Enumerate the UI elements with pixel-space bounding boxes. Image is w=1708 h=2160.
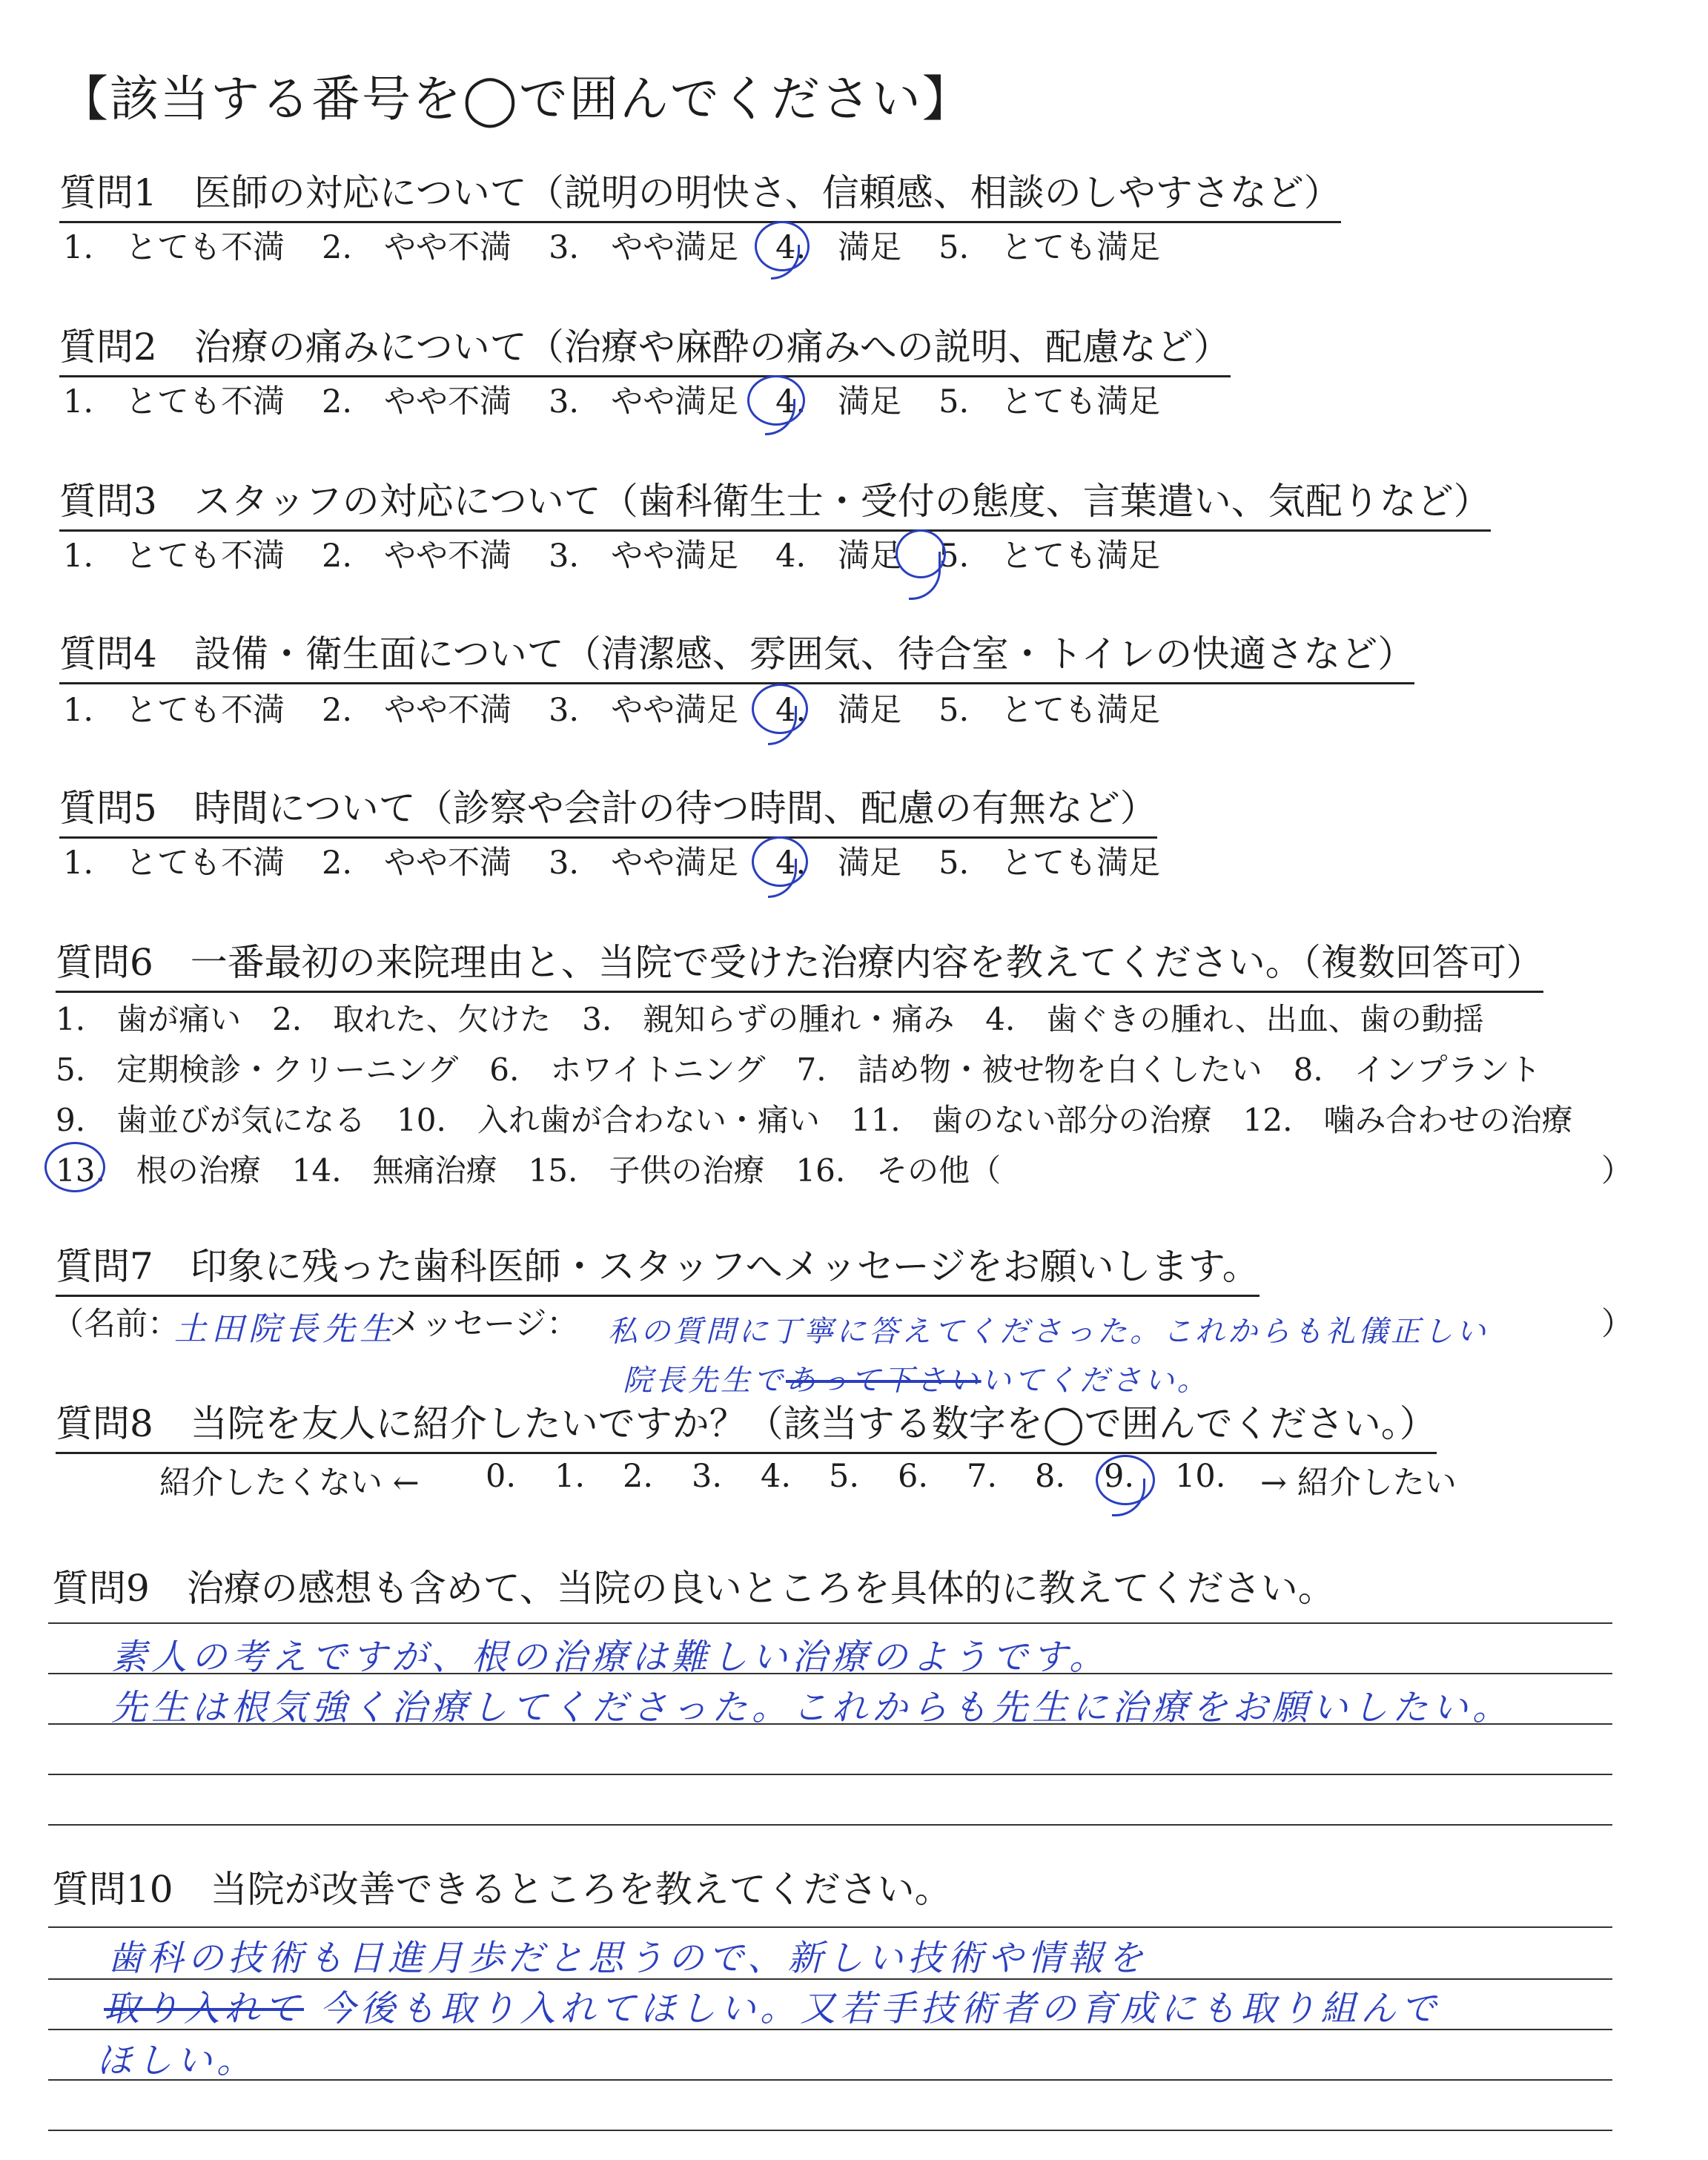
q7-message-line-2-end: いてください。 — [981, 1364, 1210, 1398]
q10-answer-line-2-text: 今後も取り入れてほしい。又若手技術者の育成にも取り組んで — [320, 1988, 1441, 2029]
q10-title: 質問10 当院が改善できるところを教えてください。 — [52, 1868, 952, 1911]
q8-num-10[interactable]: 10. — [1175, 1458, 1226, 1495]
q1-option-2[interactable]: 2. やや不満 — [322, 229, 512, 266]
page-heading: 【該当する番号を◯で囲んでください】 — [59, 70, 973, 128]
q10-rule-1 — [48, 1926, 1612, 1928]
q1-title: 質問1 医師の対応について（説明の明快さ、信頼感、相談のしやすさなど） — [59, 163, 1341, 223]
q4-option-1[interactable]: 1. とても不満 — [63, 692, 285, 729]
q5-option-5[interactable]: 5. とても満足 — [939, 845, 1161, 882]
q8-title: 質問8 当院を友人に紹介したいですか？（該当する数字を◯で囲んでください。） — [56, 1394, 1437, 1454]
q6-title: 質問6 一番最初の来院理由と、当院で受けた治療内容を教えてください。（複数回答可） — [56, 933, 1543, 993]
q8-circle-tail — [1112, 1479, 1145, 1516]
q3-circle-tail — [909, 552, 941, 600]
q3-title: 質問3 スタッフの対応について（歯科衛生士・受付の態度、言葉遣い、気配りなど） — [59, 472, 1491, 532]
q6-row-4[interactable]: 13. 根の治療 14. 無痛治療 15. 子供の治療 16. その他（ — [56, 1152, 1002, 1189]
q2-option-5[interactable]: 5. とても満足 — [939, 383, 1161, 420]
q1-circle-tail — [771, 245, 800, 280]
q2-option-3[interactable]: 3. やや満足 — [549, 383, 739, 420]
q9-rule-5 — [48, 1824, 1612, 1826]
q1-option-4[interactable]: 4. 満足 — [775, 229, 902, 266]
q8-num-7[interactable]: 7. — [967, 1458, 998, 1495]
q4-option-3[interactable]: 3. やや満足 — [549, 692, 739, 729]
q8-num-1[interactable]: 1. — [555, 1458, 586, 1495]
q7-message-line-2[interactable] — [623, 1357, 1210, 1399]
q7-title: 質問7 印象に残った歯科医師・スタッフへメッセージをお願いします。 — [56, 1237, 1260, 1297]
q7-name-value[interactable]: 土田院長先生 — [174, 1310, 397, 1348]
q8-right-label: → 紹介したい — [1260, 1464, 1457, 1502]
q9-rule-4 — [48, 1774, 1612, 1775]
q7-message-line-2-struck: あって下さい — [786, 1364, 982, 1398]
q9-rule-1 — [48, 1622, 1612, 1624]
q4-circle-tail — [768, 706, 797, 745]
q9-answer-line-1[interactable]: 素人の考えですが、根の治療は難しい治療のようです。 — [111, 1636, 1110, 1678]
q5-options — [63, 838, 1197, 883]
q9-answer-line-2[interactable]: 先生は根気強く治療してくださった。これからも先生に治療をお願いしたい。 — [111, 1687, 1513, 1728]
q1-option-5[interactable]: 5. とても満足 — [939, 229, 1161, 266]
q6-selection-circle — [44, 1142, 105, 1192]
q1-option-1[interactable]: 1. とても不満 — [63, 229, 285, 266]
q4-option-4[interactable]: 4. 満足 — [775, 692, 902, 729]
q5-option-4[interactable]: 4. 満足 — [775, 845, 902, 882]
q5-option-3[interactable]: 3. やや満足 — [549, 845, 739, 882]
q5-circle-tail — [768, 859, 797, 898]
q3-options — [63, 531, 1197, 576]
q8-num-2[interactable]: 2. — [623, 1458, 654, 1495]
q7-name-label: （名前： — [52, 1306, 179, 1343]
q10-answer-line-3[interactable]: ほしい。 — [96, 2040, 257, 2081]
q3-option-3[interactable]: 3. やや満足 — [549, 538, 739, 575]
q8-left-label: 紹介したくない ← — [159, 1464, 420, 1502]
q10-answer-line-2-struck: 取り入れて — [104, 1988, 305, 2029]
q6-close-paren: ） — [1601, 1152, 1633, 1189]
q6-row-3[interactable]: 9. 歯並びが気になる 10. 入れ歯が合わない・痛い 11. 歯のない部分の治療 12. 噛み合わせの治療 — [56, 1102, 1573, 1138]
q3-option-5[interactable]: 5. とても満足 — [939, 538, 1161, 575]
q2-circle-tail — [765, 399, 795, 435]
q8-num-5[interactable]: 5. — [829, 1458, 860, 1495]
q8-num-3[interactable]: 3. — [692, 1458, 723, 1495]
q7-message-line-2-start: 院長先生で — [623, 1364, 786, 1398]
q1-options — [63, 222, 1197, 268]
q10-rule-5 — [48, 2130, 1612, 2131]
q5-option-2[interactable]: 2. やや不満 — [322, 845, 512, 882]
q2-options — [63, 377, 1197, 422]
q8-num-9[interactable]: 9. — [1104, 1458, 1135, 1495]
q3-option-4[interactable]: 4. 満足 — [775, 538, 902, 575]
q2-option-4[interactable]: 4. 満足 — [775, 383, 902, 420]
q2-option-1[interactable]: 1. とても不満 — [63, 383, 285, 420]
q5-option-1[interactable]: 1. とても不満 — [63, 845, 285, 882]
q3-option-2[interactable]: 2. やや不満 — [322, 538, 512, 575]
q3-option-1[interactable]: 1. とても不満 — [63, 538, 285, 575]
q2-title: 質問2 治療の痛みについて（治療や麻酔の痛みへの説明、配慮など） — [59, 317, 1231, 377]
q10-rule-4 — [48, 2079, 1612, 2081]
q8-num-0[interactable]: 0. — [486, 1458, 517, 1495]
q7-message-line-1[interactable]: 私の質問に丁寧に答えてくださった。これからも礼儀正しい — [608, 1315, 1489, 1349]
q6-row-2[interactable]: 5. 定期検診・クリーニング 6. ホワイトニング 7. 詰め物・被せ物を白くしたい 8. インプラント — [56, 1051, 1541, 1088]
q9-rule-3 — [48, 1723, 1612, 1725]
q10-answer-line-2[interactable] — [104, 1980, 1440, 2031]
q4-options — [63, 685, 1197, 730]
q8-num-8[interactable]: 8. — [1035, 1458, 1066, 1495]
q10-rule-3 — [48, 2029, 1612, 2030]
q9-rule-2 — [48, 1673, 1612, 1674]
q7-message-label: メッセージ： — [389, 1306, 579, 1343]
q4-option-5[interactable]: 5. とても満足 — [939, 692, 1161, 729]
q8-num-6[interactable]: 6. — [898, 1458, 929, 1495]
q4-title: 質問4 設備・衛生面について（清潔感、雰囲気、待合室・トイレの快適さなど） — [59, 624, 1414, 684]
q6-row-1[interactable]: 1. 歯が痛い 2. 取れた、欠けた 3. 親知らずの腫れ・痛み 4. 歯ぐきの腫れ、出血、歯の動揺 — [56, 1001, 1484, 1037]
q8-num-4[interactable]: 4. — [761, 1458, 792, 1495]
q5-title: 質問5 時間について（診察や会計の待つ時間、配慮の有無など） — [59, 779, 1157, 839]
q1-option-3[interactable]: 3. やや満足 — [549, 229, 739, 266]
q10-answer-line-1[interactable]: 歯科の技術も日進月歩だと思うので、新しい技術や情報を — [107, 1938, 1148, 1979]
q7-close-paren: ） — [1601, 1306, 1633, 1343]
q2-option-2[interactable]: 2. やや不満 — [322, 383, 512, 420]
q4-option-2[interactable]: 2. やや不満 — [322, 692, 512, 729]
q9-title: 質問9 治療の感想も含めて、当院の良いところを具体的に教えてください。 — [52, 1567, 1335, 1610]
